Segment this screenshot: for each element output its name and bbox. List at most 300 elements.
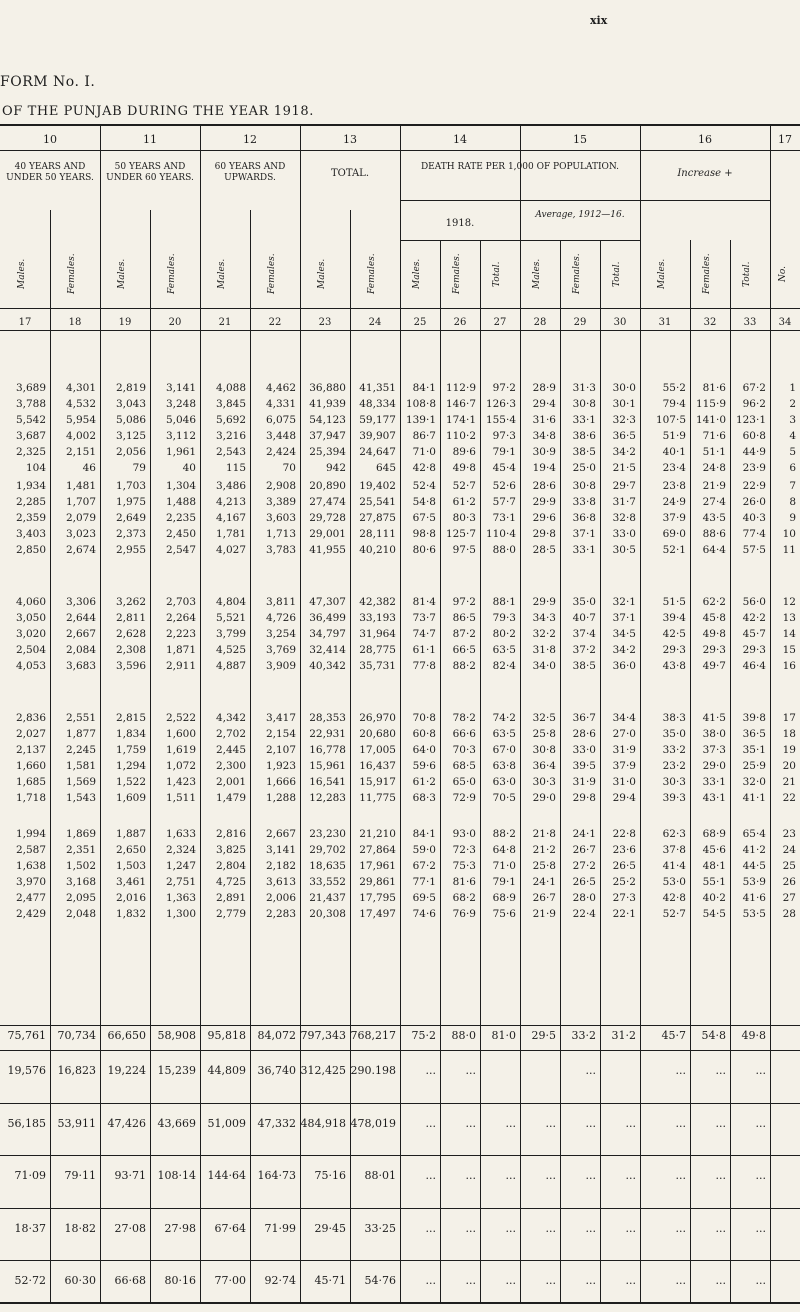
- table-cell: 19·4: [532, 462, 556, 474]
- table-cell: 71·09: [14, 1169, 46, 1182]
- table-cell: 2,644: [65, 612, 96, 624]
- row-number: 16: [782, 660, 796, 672]
- table-cell: 49·8: [741, 1029, 766, 1042]
- table-cell: 88·01: [364, 1169, 396, 1182]
- table-cell: ...: [715, 1064, 726, 1077]
- table-cell: 46: [82, 462, 96, 474]
- table-cell: 53·9: [742, 876, 766, 888]
- table-cell: 1,877: [65, 728, 96, 740]
- subheader-total: Total.: [742, 261, 752, 287]
- table-cell: 79·11: [64, 1169, 96, 1182]
- table-cell: ...: [625, 1222, 636, 1235]
- table-cell: 1,569: [65, 776, 96, 788]
- form-label: FORM No. I.: [0, 74, 96, 90]
- table-cell: 30·8: [532, 744, 556, 756]
- table-cell: 63·8: [492, 760, 516, 772]
- table-row: [0, 596, 800, 610]
- table-cell: 26·0: [742, 496, 766, 508]
- table-cell: 18,635: [309, 860, 346, 872]
- table-cell: 36·5: [742, 728, 766, 740]
- table-cell: 27·98: [164, 1222, 196, 1235]
- table-cell: 1,633: [165, 828, 196, 840]
- table-cell: 24·8: [702, 462, 726, 474]
- table-cell: 56,185: [7, 1117, 46, 1130]
- table-cell: 3,403: [15, 528, 46, 540]
- table-cell: 39,907: [359, 430, 396, 442]
- table-cell: 79: [132, 462, 146, 474]
- table-cell: 65·0: [452, 776, 476, 788]
- table-cell: ...: [755, 1222, 766, 1235]
- table-cell: 61·2: [412, 776, 436, 788]
- table-cell: 75·2: [411, 1029, 436, 1042]
- table-cell: 60·8: [742, 430, 766, 442]
- table-cell: 69·0: [662, 528, 686, 540]
- table-cell: 45·4: [492, 462, 516, 474]
- table-cell: 27·08: [114, 1222, 146, 1235]
- table-cell: 40·3: [742, 512, 766, 524]
- table-cell: 88·0: [492, 544, 516, 556]
- table-cell: 23·8: [662, 480, 686, 492]
- subcol-number: 25: [413, 317, 427, 328]
- table-cell: 76·9: [452, 908, 476, 920]
- table-cell: 1,072: [165, 760, 196, 772]
- table-cell: 43,669: [157, 1117, 196, 1130]
- table-cell: ...: [755, 1274, 766, 1287]
- subheader-total: Total.: [492, 261, 502, 287]
- table-row: [0, 398, 800, 412]
- table-cell: 29·0: [702, 760, 726, 772]
- table-cell: ...: [465, 1117, 476, 1130]
- subheader-females: Females.: [67, 253, 77, 295]
- table-cell: 49·8: [702, 628, 726, 640]
- table-cell: 45·7: [742, 628, 766, 640]
- table-cell: 59·6: [412, 760, 436, 772]
- table-cell: 97·5: [452, 544, 476, 556]
- table-cell: 5,954: [65, 414, 96, 426]
- table-cell: 1,423: [165, 776, 196, 788]
- subheader-males: Males.: [657, 258, 667, 290]
- table-cell: 1,685: [15, 776, 46, 788]
- table-cell: 1,600: [165, 728, 196, 740]
- table-cell: 4,002: [65, 430, 96, 442]
- table-cell: 46·4: [742, 660, 766, 672]
- table-cell: 2,649: [115, 512, 146, 524]
- table-cell: 42,382: [359, 596, 396, 608]
- table-cell: 33·25: [364, 1222, 396, 1235]
- table-cell: 3,262: [115, 596, 146, 608]
- table-cell: 38·6: [572, 430, 596, 442]
- table-cell: 2,650: [115, 844, 146, 856]
- table-cell: 58,908: [157, 1029, 196, 1042]
- table-cell: 23·2: [662, 760, 686, 772]
- row-number: 11: [782, 544, 796, 556]
- totals-row: [0, 1169, 800, 1183]
- table-cell: 32·1: [612, 596, 636, 608]
- table-cell: 1,511: [165, 792, 196, 804]
- subcol-number: 18: [68, 317, 82, 328]
- table-cell: 29,728: [309, 512, 346, 524]
- table-cell: 52·72: [14, 1274, 46, 1287]
- table-cell: 174·1: [445, 414, 476, 426]
- table-cell: 30·3: [532, 776, 556, 788]
- table-cell: 80·16: [164, 1274, 196, 1287]
- table-cell: 29·4: [612, 792, 636, 804]
- col-number: 14: [453, 133, 467, 146]
- table-cell: 20,680: [359, 728, 396, 740]
- table-cell: 37·3: [702, 744, 726, 756]
- row-number: 14: [782, 628, 796, 640]
- table-row: [0, 528, 800, 542]
- table-cell: 6,075: [265, 414, 296, 426]
- subcol-number: 17: [18, 317, 32, 328]
- row-number: 15: [782, 644, 796, 656]
- table-cell: ...: [585, 1274, 596, 1287]
- table-cell: 75·3: [452, 860, 476, 872]
- table-cell: 31,964: [359, 628, 396, 640]
- table-cell: 57·5: [742, 544, 766, 556]
- table-cell: ...: [715, 1274, 726, 1287]
- table-cell: 144·64: [207, 1169, 246, 1182]
- table-cell: 36,740: [257, 1064, 296, 1077]
- row-number: 28: [782, 908, 796, 920]
- table-cell: ...: [425, 1222, 436, 1235]
- row-number: 1: [789, 382, 796, 394]
- table-cell: 2,667: [65, 628, 96, 640]
- table-cell: 19,224: [107, 1064, 146, 1077]
- table-cell: 1,975: [115, 496, 146, 508]
- table-cell: 53·5: [742, 908, 766, 920]
- col-number: 12: [243, 133, 257, 146]
- table-cell: ...: [675, 1169, 686, 1182]
- table-cell: 51·1: [702, 446, 726, 458]
- subheader-males: Males.: [412, 258, 422, 290]
- table-cell: 3,970: [15, 876, 46, 888]
- table-row: [0, 828, 800, 842]
- table-cell: 290.198: [350, 1064, 396, 1077]
- subheader-females: Females.: [267, 253, 277, 295]
- table-cell: ...: [715, 1222, 726, 1235]
- table-cell: 36,499: [309, 612, 346, 624]
- table-cell: 52·7: [662, 908, 686, 920]
- table-cell: 77·00: [214, 1274, 246, 1287]
- table-cell: 2,137: [15, 744, 46, 756]
- table-cell: 68·9: [492, 892, 516, 904]
- table-cell: 1,781: [215, 528, 246, 540]
- table-cell: 3,216: [215, 430, 246, 442]
- table-cell: 40·1: [662, 446, 686, 458]
- table-cell: 29,702: [309, 844, 346, 856]
- table-cell: 61·2: [452, 496, 476, 508]
- header-60-up: 60 YEARS AND UPWARDS.: [214, 162, 286, 183]
- table-cell: 31·9: [572, 776, 596, 788]
- table-cell: ...: [675, 1117, 686, 1130]
- table-cell: 2,264: [165, 612, 196, 624]
- table-cell: 25,394: [309, 446, 346, 458]
- table-cell: ...: [625, 1117, 636, 1130]
- table-cell: 32·8: [612, 512, 636, 524]
- table-cell: ...: [545, 1169, 556, 1182]
- col-number: 11: [143, 133, 157, 146]
- table-cell: 37·9: [662, 512, 686, 524]
- table-cell: 40,210: [359, 544, 396, 556]
- table-cell: 73·7: [412, 612, 436, 624]
- table-cell: 12,283: [309, 792, 346, 804]
- table-cell: 63·5: [492, 728, 516, 740]
- table-cell: 41,955: [309, 544, 346, 556]
- table-cell: 11,775: [359, 792, 396, 804]
- table-cell: 70·3: [452, 744, 476, 756]
- table-cell: 33,552: [309, 876, 346, 888]
- table-cell: 29·6: [532, 512, 556, 524]
- table-cell: 39·3: [662, 792, 686, 804]
- table-cell: 67·5: [412, 512, 436, 524]
- row-number: 6: [789, 462, 796, 474]
- table-cell: 2,816: [215, 828, 246, 840]
- subcol-number: 24: [368, 317, 382, 328]
- table-cell: 26·7: [532, 892, 556, 904]
- table-cell: 3,168: [65, 876, 96, 888]
- table-cell: 19,576: [7, 1064, 46, 1077]
- table-cell: 68·3: [412, 792, 436, 804]
- table-cell: 5,521: [215, 612, 246, 624]
- table-cell: 2,522: [165, 712, 196, 724]
- table-cell: 31·3: [572, 382, 596, 394]
- table-cell: 28·6: [532, 480, 556, 492]
- table-cell: 37·4: [572, 628, 596, 640]
- table-cell: 2,027: [15, 728, 46, 740]
- table-row: [0, 446, 800, 460]
- table-cell: 54·8: [412, 496, 436, 508]
- table-cell: 32·3: [612, 414, 636, 426]
- table-cell: 33·1: [572, 544, 596, 556]
- subheader-total: Total.: [612, 261, 622, 287]
- subheader-females: Females.: [702, 253, 712, 295]
- table-cell: 17,961: [359, 860, 396, 872]
- table-cell: 51·9: [662, 430, 686, 442]
- table-row: [0, 496, 800, 510]
- col-number: 15: [573, 133, 587, 146]
- table-cell: ...: [505, 1274, 516, 1287]
- table-cell: 27·3: [612, 892, 636, 904]
- table-cell: 2,547: [165, 544, 196, 556]
- table-cell: 24,647: [359, 446, 396, 458]
- table-cell: 96·2: [742, 398, 766, 410]
- subheader-females: Females.: [452, 253, 462, 295]
- table-cell: 21·5: [612, 462, 636, 474]
- table-cell: 37·1: [572, 528, 596, 540]
- table-cell: ...: [505, 1169, 516, 1182]
- table-cell: ...: [545, 1274, 556, 1287]
- table-cell: 39·5: [572, 760, 596, 772]
- table-cell: 59·0: [412, 844, 436, 856]
- table-cell: 65·4: [742, 828, 766, 840]
- table-cell: 62·2: [702, 596, 726, 608]
- table-cell: 2,359: [15, 512, 46, 524]
- table-row: [0, 860, 800, 874]
- table-cell: 2,703: [165, 596, 196, 608]
- table-cell: 55·1: [702, 876, 726, 888]
- table-cell: 2,908: [265, 480, 296, 492]
- table-cell: 41·6: [742, 892, 766, 904]
- table-cell: 2,819: [115, 382, 146, 394]
- table-cell: 22·8: [612, 828, 636, 840]
- table-cell: 33·1: [702, 776, 726, 788]
- table-cell: 32,414: [309, 644, 346, 656]
- table-cell: 1,288: [265, 792, 296, 804]
- table-cell: 16,541: [309, 776, 346, 788]
- page-number: xix: [590, 14, 608, 27]
- table-cell: 2,016: [115, 892, 146, 904]
- row-number: 8: [789, 496, 796, 508]
- table-cell: 16,823: [57, 1064, 96, 1077]
- table-cell: 52·4: [412, 480, 436, 492]
- table-cell: 88·2: [452, 660, 476, 672]
- table-cell: 80·3: [452, 512, 476, 524]
- table-cell: 23·9: [742, 462, 766, 474]
- table-cell: 81·4: [412, 596, 436, 608]
- row-number: 13: [782, 612, 796, 624]
- table-cell: 69·5: [412, 892, 436, 904]
- rule-deathrate: [400, 200, 770, 201]
- subheader-males: Males.: [17, 258, 27, 290]
- table-cell: 29·3: [702, 644, 726, 656]
- table-cell: 54·8: [701, 1029, 726, 1042]
- table-cell: 21,210: [359, 828, 396, 840]
- table-cell: 4,053: [15, 660, 46, 672]
- table-cell: 70: [282, 462, 296, 474]
- table-cell: 33·2: [571, 1029, 596, 1042]
- col-number: 17: [778, 133, 792, 146]
- subheader-females: Females.: [167, 253, 177, 295]
- table-cell: ...: [585, 1222, 596, 1235]
- subheader-females: Females.: [367, 253, 377, 295]
- table-cell: 97·2: [492, 382, 516, 394]
- table-cell: 93·0: [452, 828, 476, 840]
- table-cell: 3,596: [115, 660, 146, 672]
- table-cell: 15,917: [359, 776, 396, 788]
- table-cell: 62·3: [662, 828, 686, 840]
- table-cell: 27·0: [612, 728, 636, 740]
- table-cell: 3,461: [115, 876, 146, 888]
- table-cell: 35,731: [359, 660, 396, 672]
- table-cell: 17,005: [359, 744, 396, 756]
- table-cell: 40: [182, 462, 196, 474]
- table-row: [0, 430, 800, 444]
- table-cell: 16,437: [359, 760, 396, 772]
- table-cell: 4,726: [265, 612, 296, 624]
- table-cell: 3,603: [265, 512, 296, 524]
- table-cell: 155·4: [485, 414, 516, 426]
- table-cell: 59,177: [359, 414, 396, 426]
- table-cell: 3,769: [265, 644, 296, 656]
- table-cell: 2,283: [265, 908, 296, 920]
- row-number: 7: [789, 480, 796, 492]
- table-cell: 54·5: [702, 908, 726, 920]
- table-cell: 19,402: [359, 480, 396, 492]
- subcol-number: 22: [268, 317, 282, 328]
- table-cell: 3,845: [215, 398, 246, 410]
- table-cell: 4,525: [215, 644, 246, 656]
- table-cell: 3,811: [265, 596, 296, 608]
- table-cell: 29·5: [531, 1029, 556, 1042]
- table-cell: 31·6: [532, 414, 556, 426]
- table-cell: 22·9: [742, 480, 766, 492]
- table-cell: 1,834: [115, 728, 146, 740]
- table-cell: 31·8: [532, 644, 556, 656]
- table-cell: 51,009: [207, 1117, 246, 1130]
- table-cell: 3,306: [65, 596, 96, 608]
- totals-row: [0, 1274, 800, 1288]
- totals-row: [0, 1064, 800, 1078]
- table-cell: 22,931: [309, 728, 346, 740]
- table-cell: 2,751: [165, 876, 196, 888]
- table-cell: 2,815: [115, 712, 146, 724]
- table-cell: 42·2: [742, 612, 766, 624]
- table-cell: 88·2: [492, 828, 516, 840]
- table-cell: 2,151: [65, 446, 96, 458]
- table-cell: 1,619: [165, 744, 196, 756]
- table-cell: 27,875: [359, 512, 396, 524]
- table-cell: 2,107: [265, 744, 296, 756]
- table-cell: 75·16: [314, 1169, 346, 1182]
- table-row: [0, 744, 800, 758]
- table-cell: 81·6: [452, 876, 476, 888]
- table-cell: 33·0: [612, 528, 636, 540]
- table-cell: ...: [545, 1222, 556, 1235]
- table-cell: 2,850: [15, 544, 46, 556]
- table-cell: ...: [505, 1117, 516, 1130]
- totals-row: [0, 1222, 800, 1236]
- table-cell: 92·74: [264, 1274, 296, 1287]
- subcol-number: 30: [613, 317, 627, 328]
- table-cell: 28,775: [359, 644, 396, 656]
- table-cell: 40·7: [572, 612, 596, 624]
- row-number: 3: [789, 414, 796, 426]
- table-cell: 47,332: [257, 1117, 296, 1130]
- table-cell: 33·1: [572, 414, 596, 426]
- table-cell: 1,294: [115, 760, 146, 772]
- table-cell: 29·3: [662, 644, 686, 656]
- table-cell: 95,818: [207, 1029, 246, 1042]
- table-cell: 2,667: [265, 828, 296, 840]
- table-cell: 25·0: [572, 462, 596, 474]
- row-number: 4: [789, 430, 796, 442]
- table-cell: ...: [425, 1169, 436, 1182]
- table-cell: 2,804: [215, 860, 246, 872]
- table-cell: 15,961: [309, 760, 346, 772]
- table-row: [0, 844, 800, 858]
- table-cell: 27,474: [309, 496, 346, 508]
- table-cell: 31·9: [612, 744, 636, 756]
- row-number: 9: [789, 512, 796, 524]
- table-cell: 41,351: [359, 382, 396, 394]
- table-cell: 43·8: [662, 660, 686, 672]
- table-cell: 37·8: [662, 844, 686, 856]
- table-cell: 17,795: [359, 892, 396, 904]
- table-cell: 3,909: [265, 660, 296, 672]
- table-cell: 29·9: [532, 596, 556, 608]
- table-cell: 64·4: [702, 544, 726, 556]
- subcol-number: 34: [778, 317, 792, 328]
- table-cell: 66·6: [452, 728, 476, 740]
- row-number: 26: [782, 876, 796, 888]
- table-cell: 54,123: [309, 414, 346, 426]
- table-cell: ...: [755, 1169, 766, 1182]
- table-cell: 47,426: [107, 1117, 146, 1130]
- table-cell: 27,864: [359, 844, 396, 856]
- table-cell: 126·3: [485, 398, 516, 410]
- table-cell: 2,424: [265, 446, 296, 458]
